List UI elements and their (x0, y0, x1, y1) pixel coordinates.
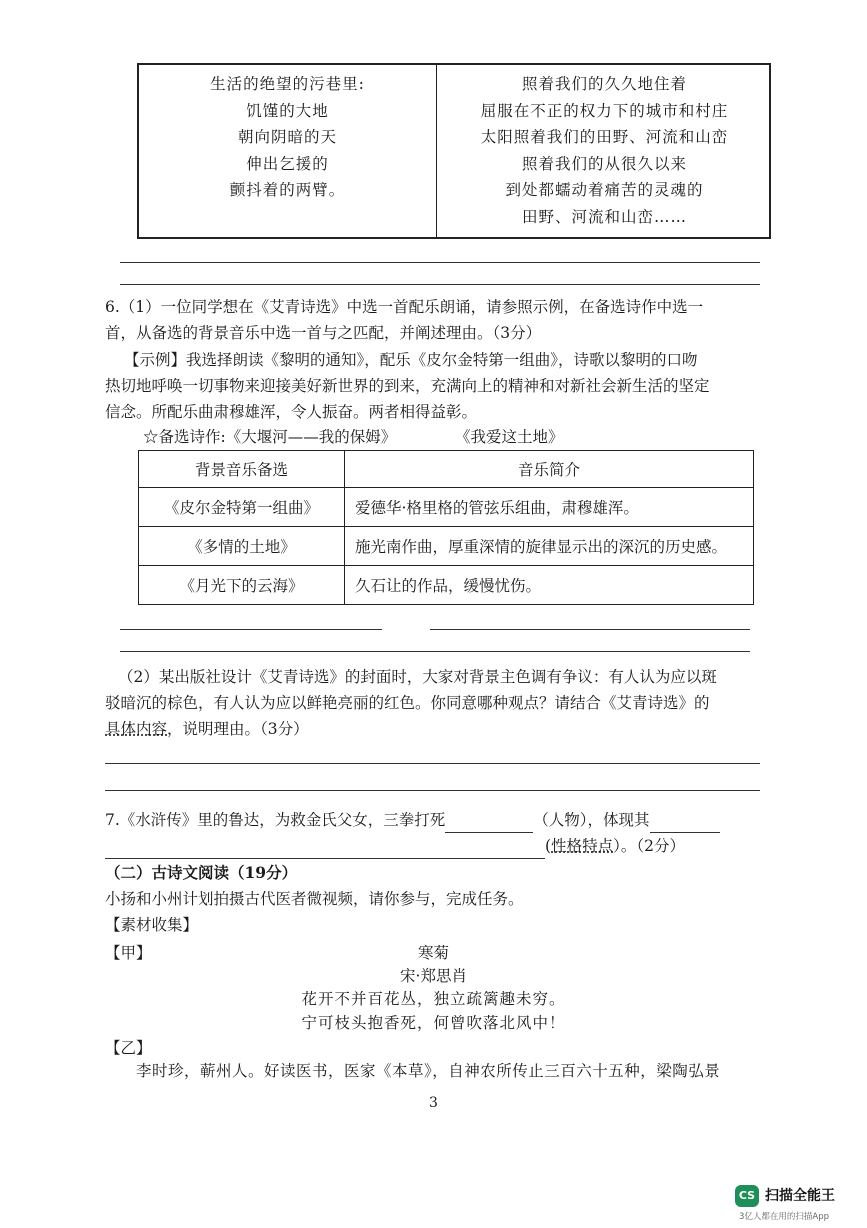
q6-part1-line2: 首，从备选的背景音乐中选一首与之匹配，并阐述理由。（3分） (105, 324, 542, 342)
q7-trait-blank-cont[interactable] (105, 832, 545, 859)
page-number: 3 (429, 1095, 438, 1111)
poem-line: 宁可枝头抱香死，何曾吹落北风中！ (301, 1014, 566, 1032)
poem-left-line: 饥馑的大地 (246, 101, 329, 120)
answer-line[interactable] (105, 790, 760, 791)
poem-right-line: 田野、河流和山峦…… (521, 207, 687, 226)
q7-line1 (105, 806, 720, 833)
answer-line[interactable] (105, 763, 760, 764)
music-desc-cell: 爱德华·格里格的管弦乐组曲，肃穆雄浑。 (345, 488, 754, 527)
music-table-header-cell: 音乐简介 (345, 451, 754, 488)
music-name-cell: 《皮尔金特第一组曲》 (139, 488, 345, 527)
poem-right-line: 到处都蠕动着痛苦的灵魂的 (505, 181, 704, 199)
poem-left-line: 朝向阴暗的天 (237, 128, 337, 146)
poem-line: 花开不并百花丛，独立疏篱趣未穷。 (301, 990, 566, 1008)
section2-title: （二）古诗文阅读（19分） (105, 863, 298, 882)
scanner-app-tagline: 3亿人都在用的扫描App (739, 1212, 830, 1222)
poem-right-line: 屈服在不正的权力下的城市和村庄 (480, 101, 729, 120)
answer-line[interactable] (120, 284, 760, 285)
q7-tail: ）。（2分） (613, 837, 685, 855)
section2-intro: 小扬和小州计划拍摄古代医者微视频，请你参与，完成任务。 (105, 890, 524, 908)
poem-comparison-box (137, 63, 771, 239)
table-row (139, 527, 754, 566)
music-table-header (139, 451, 754, 488)
q7-trait-blank[interactable] (650, 806, 720, 833)
poem-right-column (438, 71, 771, 230)
poem-title: 寒菊 (417, 944, 449, 962)
answer-line[interactable] (120, 629, 382, 630)
q6-candidates-second: 《我爱这土地》 (455, 428, 564, 446)
poem-left-line: 生活的绝望的污巷里: (210, 75, 365, 93)
poem-right-line: 太阳照着我们的田野、河流和山峦 (480, 128, 729, 146)
q7-prefix: 7.《水浒传》里的鲁达，为救金氏父女，三拳打死 (105, 811, 446, 829)
material-label: 【素材收集】 (105, 916, 199, 934)
yi-text-line: 李时珍，蕲州人。好读医书，医家《本草》，自神农所传止三百六十五种，梁陶弘景 (136, 1062, 721, 1080)
music-table-header-cell: 背景音乐备选 (139, 451, 345, 488)
answer-line[interactable] (430, 629, 750, 630)
q7-person-blank[interactable] (445, 806, 533, 833)
q6-candidates-label: ☆备选诗作:《大堰河——我的保姆》 (143, 428, 397, 446)
music-desc-cell: 施光南作曲，厚重深情的旋律显示出的深沉的历史感。 (345, 527, 754, 566)
music-desc-cell: 久石让的作品，缓慢忧伤。 (345, 566, 754, 605)
poem-left-line: 颤抖着的两臂。 (229, 181, 346, 199)
q7-middle: （人物），体现其 (533, 811, 650, 829)
q7-trait-label: 性格特点 (551, 837, 614, 855)
music-name-cell: 《月光下的云海》 (139, 566, 345, 605)
q6-part2-line1: （2）某出版社设计《艾青诗选》的封面时，大家对背景主色调有争议：有人认为应以斑 (118, 668, 717, 686)
poem-left-column (139, 71, 436, 204)
poem-author: 宋·郑思肖 (400, 967, 467, 985)
jia-label: 【甲】 (105, 944, 152, 962)
q6-part2-emphasis: 具体内容 (105, 720, 168, 738)
poem-box-divider (436, 65, 437, 237)
yi-label: 【乙】 (105, 1039, 152, 1057)
scanner-app-name: 扫描全能王 (765, 1188, 835, 1204)
q6-part1-line1: 6.（1）一位同学想在《艾青诗选》中选一首配乐朗诵，请参照示例，在备选诗作中选一 (105, 298, 704, 316)
music-table (138, 450, 754, 605)
q6-part2-line2: 驳暗沉的棕色，有人认为应以鲜艳亮丽的红色。你同意哪种观点？请结合《艾青诗选》的 (105, 694, 710, 712)
table-row (139, 488, 754, 527)
poem-left-line: 伸出乞援的 (246, 154, 329, 173)
poem-right-line: 照着我们的从很久以来 (521, 154, 687, 173)
table-row (139, 566, 754, 605)
q6-part2-line3-rest: ，说明理由。（3分） (167, 720, 309, 738)
q6-example-line3: 信念。所配乐曲肃穆雄浑，令人振奋。两者相得益彰。 (105, 403, 478, 421)
poem-right-line: 照着我们的久久地住着 (521, 75, 687, 93)
q7-line2: (性格特点）。（2分） (105, 832, 685, 859)
q6-example-line2: 热切地呼唤一切事物来迎接美好新世界的到来，充满向上的精神和对新社会新生活的坚定 (105, 377, 710, 395)
answer-line[interactable] (120, 651, 750, 652)
q6-example-line1: 【示例】我选择朗读《黎明的通知》，配乐《皮尔金特第一组曲》，诗歌以黎明的口吻 (124, 351, 698, 369)
answer-line[interactable] (120, 262, 760, 263)
scanner-logo-icon: CS (735, 1185, 759, 1207)
music-name-cell: 《多情的土地》 (139, 527, 345, 566)
q6-part2-line3 (105, 716, 309, 742)
